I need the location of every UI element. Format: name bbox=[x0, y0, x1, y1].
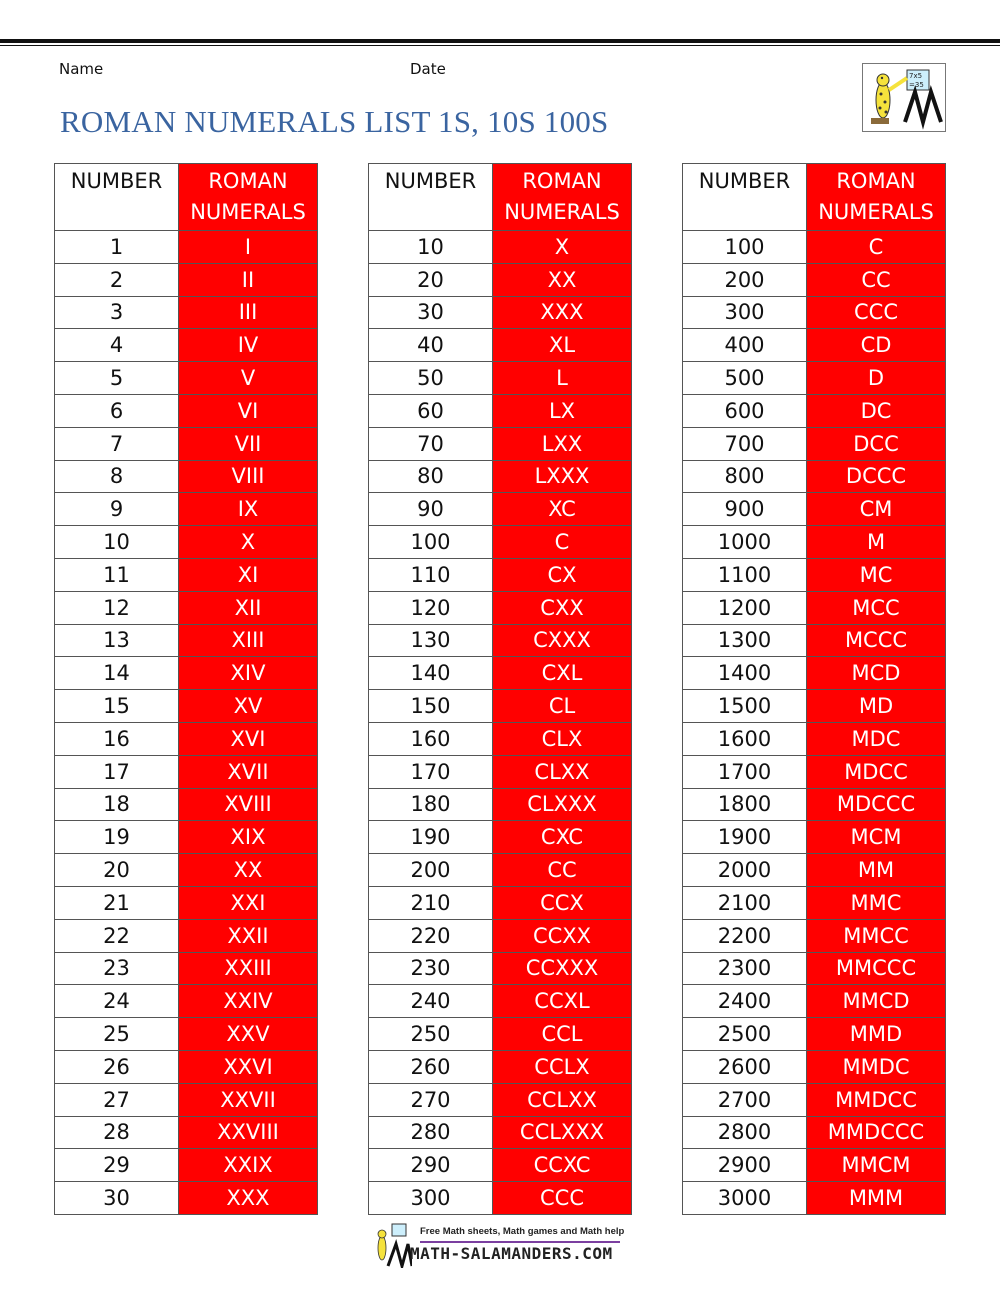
number-cell: 700 bbox=[683, 427, 807, 460]
roman-numeral-cell: L bbox=[493, 362, 632, 395]
number-cell: 2800 bbox=[683, 1116, 807, 1149]
header-roman: ROMAN NUMERALS bbox=[179, 164, 318, 231]
name-label: Name bbox=[59, 60, 104, 78]
roman-numeral-cell: I bbox=[179, 231, 318, 264]
table-row bbox=[683, 263, 946, 296]
roman-numeral-cell: XII bbox=[179, 591, 318, 624]
roman-numeral-cell: CCLXX bbox=[493, 1083, 632, 1116]
number-cell: 2300 bbox=[683, 952, 807, 985]
number-cell: 1600 bbox=[683, 722, 807, 755]
roman-numeral-cell: C bbox=[493, 526, 632, 559]
roman-numeral-cell: III bbox=[179, 296, 318, 329]
number-cell: 26 bbox=[55, 1050, 179, 1083]
table-row bbox=[55, 526, 318, 559]
number-cell: 260 bbox=[369, 1050, 493, 1083]
header-number: NUMBER bbox=[369, 164, 493, 231]
number-cell: 29 bbox=[55, 1149, 179, 1182]
table-row bbox=[683, 427, 946, 460]
table-row bbox=[683, 460, 946, 493]
table-row bbox=[683, 394, 946, 427]
table-row bbox=[683, 296, 946, 329]
number-cell: 11 bbox=[55, 558, 179, 591]
table-row bbox=[55, 558, 318, 591]
roman-table-100s bbox=[682, 163, 946, 1215]
table-row bbox=[55, 919, 318, 952]
footer-logo bbox=[370, 1222, 630, 1270]
number-cell: 25 bbox=[55, 1018, 179, 1051]
roman-numeral-cell: MC bbox=[807, 558, 946, 591]
table-row bbox=[369, 722, 632, 755]
number-cell: 6 bbox=[55, 394, 179, 427]
roman-numeral-cell: CCL bbox=[493, 1018, 632, 1051]
roman-numeral-cell: CCXC bbox=[493, 1149, 632, 1182]
table-row bbox=[369, 427, 632, 460]
table-row bbox=[683, 985, 946, 1018]
roman-numeral-cell: CX bbox=[493, 558, 632, 591]
roman-numeral-cell: XVIII bbox=[179, 788, 318, 821]
roman-numeral-cell: XVI bbox=[179, 722, 318, 755]
number-cell: 130 bbox=[369, 624, 493, 657]
roman-numeral-cell: XXVI bbox=[179, 1050, 318, 1083]
roman-numeral-cell: CCLX bbox=[493, 1050, 632, 1083]
roman-numeral-cell: CXXX bbox=[493, 624, 632, 657]
number-cell: 100 bbox=[369, 526, 493, 559]
table-row bbox=[683, 624, 946, 657]
table-row bbox=[683, 1050, 946, 1083]
roman-numeral-cell: XVII bbox=[179, 755, 318, 788]
roman-numeral-cell: XXVII bbox=[179, 1083, 318, 1116]
table-row bbox=[369, 1018, 632, 1051]
footer-tagline: Free Math sheets, Math games and Math help bbox=[420, 1226, 625, 1237]
number-cell: 120 bbox=[369, 591, 493, 624]
table-row bbox=[683, 952, 946, 985]
roman-numeral-cell: XIII bbox=[179, 624, 318, 657]
number-cell: 9 bbox=[55, 493, 179, 526]
table-row bbox=[369, 788, 632, 821]
table-row bbox=[369, 690, 632, 723]
roman-numeral-cell: CCC bbox=[807, 296, 946, 329]
roman-numeral-cell: MCD bbox=[807, 657, 946, 690]
number-cell: 12 bbox=[55, 591, 179, 624]
table-row bbox=[369, 624, 632, 657]
table-row bbox=[55, 1050, 318, 1083]
table-row bbox=[55, 788, 318, 821]
table-row bbox=[369, 1116, 632, 1149]
table-row bbox=[369, 493, 632, 526]
number-cell: 2100 bbox=[683, 886, 807, 919]
number-cell: 2000 bbox=[683, 854, 807, 887]
number-cell: 17 bbox=[55, 755, 179, 788]
number-cell: 110 bbox=[369, 558, 493, 591]
table-row bbox=[369, 755, 632, 788]
roman-numeral-cell: DCCC bbox=[807, 460, 946, 493]
roman-numeral-cell: MMCCC bbox=[807, 952, 946, 985]
table-row bbox=[683, 919, 946, 952]
roman-numeral-cell: CXL bbox=[493, 657, 632, 690]
table-row bbox=[683, 657, 946, 690]
number-cell: 70 bbox=[369, 427, 493, 460]
number-cell: 22 bbox=[55, 919, 179, 952]
table-body bbox=[369, 231, 632, 1215]
roman-numeral-cell: MMM bbox=[807, 1182, 946, 1215]
roman-numeral-cell: X bbox=[493, 231, 632, 264]
roman-numeral-cell: CLXX bbox=[493, 755, 632, 788]
number-cell: 1400 bbox=[683, 657, 807, 690]
number-cell: 140 bbox=[369, 657, 493, 690]
roman-numeral-cell: V bbox=[179, 362, 318, 395]
number-cell: 2 bbox=[55, 263, 179, 296]
table-row bbox=[683, 329, 946, 362]
roman-numeral-cell: XXII bbox=[179, 919, 318, 952]
table-row bbox=[55, 755, 318, 788]
number-cell: 60 bbox=[369, 394, 493, 427]
number-cell: 3 bbox=[55, 296, 179, 329]
roman-numeral-cell: LXXX bbox=[493, 460, 632, 493]
roman-numeral-cell: LXX bbox=[493, 427, 632, 460]
roman-numeral-cell: XXIX bbox=[179, 1149, 318, 1182]
number-cell: 300 bbox=[683, 296, 807, 329]
table-row bbox=[369, 821, 632, 854]
roman-numeral-cell: MMDCCC bbox=[807, 1116, 946, 1149]
roman-numeral-cell: MCC bbox=[807, 591, 946, 624]
table-row bbox=[369, 919, 632, 952]
roman-numeral-cell: XXX bbox=[493, 296, 632, 329]
roman-numeral-cell: VI bbox=[179, 394, 318, 427]
number-cell: 180 bbox=[369, 788, 493, 821]
number-cell: 19 bbox=[55, 821, 179, 854]
table-body bbox=[55, 231, 318, 1215]
number-cell: 90 bbox=[369, 493, 493, 526]
salamander-logo bbox=[862, 63, 946, 132]
roman-numeral-cell: DC bbox=[807, 394, 946, 427]
number-cell: 10 bbox=[369, 231, 493, 264]
number-cell: 40 bbox=[369, 329, 493, 362]
number-cell: 2900 bbox=[683, 1149, 807, 1182]
table-body bbox=[683, 231, 946, 1215]
roman-numeral-cell: MMCC bbox=[807, 919, 946, 952]
number-cell: 30 bbox=[369, 296, 493, 329]
table-row bbox=[55, 329, 318, 362]
table-row bbox=[369, 362, 632, 395]
roman-numeral-cell: II bbox=[179, 263, 318, 296]
number-cell: 27 bbox=[55, 1083, 179, 1116]
table-row bbox=[683, 493, 946, 526]
table-row bbox=[369, 591, 632, 624]
number-cell: 7 bbox=[55, 427, 179, 460]
table-row bbox=[55, 231, 318, 264]
table-row bbox=[683, 558, 946, 591]
table-row bbox=[683, 755, 946, 788]
table-row bbox=[55, 722, 318, 755]
number-cell: 1000 bbox=[683, 526, 807, 559]
table-row bbox=[369, 231, 632, 264]
number-cell: 18 bbox=[55, 788, 179, 821]
roman-numeral-cell: XXIII bbox=[179, 952, 318, 985]
roman-numeral-cell: MDCCC bbox=[807, 788, 946, 821]
table-row bbox=[369, 952, 632, 985]
table-row bbox=[55, 985, 318, 1018]
roman-numeral-cell: CC bbox=[493, 854, 632, 887]
roman-numeral-cell: CL bbox=[493, 690, 632, 723]
footer-site-name: MATH-SALAMANDERS.COM bbox=[410, 1244, 613, 1263]
table-row bbox=[55, 1182, 318, 1215]
table-header-row bbox=[55, 164, 318, 231]
number-cell: 20 bbox=[55, 854, 179, 887]
number-cell: 210 bbox=[369, 886, 493, 919]
table-row bbox=[55, 362, 318, 395]
roman-table-10s bbox=[368, 163, 632, 1215]
table-row bbox=[683, 526, 946, 559]
roman-numeral-cell: CCXL bbox=[493, 985, 632, 1018]
table-row bbox=[55, 690, 318, 723]
roman-numeral-cell: CLX bbox=[493, 722, 632, 755]
roman-numeral-cell: MMC bbox=[807, 886, 946, 919]
number-cell: 190 bbox=[369, 821, 493, 854]
roman-numeral-cell: MMD bbox=[807, 1018, 946, 1051]
table-row bbox=[369, 558, 632, 591]
number-cell: 400 bbox=[683, 329, 807, 362]
number-cell: 2700 bbox=[683, 1083, 807, 1116]
table-row bbox=[369, 460, 632, 493]
roman-numeral-cell: MM bbox=[807, 854, 946, 887]
roman-numeral-cell: XXVIII bbox=[179, 1116, 318, 1149]
table-row bbox=[683, 854, 946, 887]
roman-table-1s bbox=[54, 163, 318, 1215]
roman-numeral-cell: VIII bbox=[179, 460, 318, 493]
roman-numeral-cell: LX bbox=[493, 394, 632, 427]
header-number: NUMBER bbox=[55, 164, 179, 231]
number-cell: 280 bbox=[369, 1116, 493, 1149]
roman-numeral-cell: CCXX bbox=[493, 919, 632, 952]
number-cell: 10 bbox=[55, 526, 179, 559]
number-cell: 8 bbox=[55, 460, 179, 493]
table-row bbox=[369, 854, 632, 887]
roman-numeral-cell: CCLXXX bbox=[493, 1116, 632, 1149]
number-cell: 4 bbox=[55, 329, 179, 362]
roman-numeral-cell: CD bbox=[807, 329, 946, 362]
header-roman: ROMAN NUMERALS bbox=[493, 164, 632, 231]
number-cell: 1800 bbox=[683, 788, 807, 821]
table-row bbox=[369, 296, 632, 329]
number-cell: 23 bbox=[55, 952, 179, 985]
table-row bbox=[369, 263, 632, 296]
roman-numeral-cell: CLXXX bbox=[493, 788, 632, 821]
number-cell: 270 bbox=[369, 1083, 493, 1116]
roman-numeral-cell: XI bbox=[179, 558, 318, 591]
table-row bbox=[683, 690, 946, 723]
number-cell: 900 bbox=[683, 493, 807, 526]
table-row bbox=[55, 427, 318, 460]
table-row bbox=[55, 1083, 318, 1116]
roman-numeral-cell: X bbox=[179, 526, 318, 559]
roman-numeral-cell: XXV bbox=[179, 1018, 318, 1051]
roman-numeral-cell: IV bbox=[179, 329, 318, 362]
table-row bbox=[683, 1182, 946, 1215]
number-cell: 100 bbox=[683, 231, 807, 264]
number-cell: 2200 bbox=[683, 919, 807, 952]
roman-numeral-cell: XXIV bbox=[179, 985, 318, 1018]
roman-numeral-cell: MDC bbox=[807, 722, 946, 755]
number-cell: 220 bbox=[369, 919, 493, 952]
table-row bbox=[683, 1018, 946, 1051]
roman-numeral-cell: CCX bbox=[493, 886, 632, 919]
number-cell: 1 bbox=[55, 231, 179, 264]
table-row bbox=[55, 263, 318, 296]
table-row bbox=[683, 591, 946, 624]
roman-numeral-cell: XIX bbox=[179, 821, 318, 854]
table-header-row bbox=[369, 164, 632, 231]
table-row bbox=[369, 329, 632, 362]
table-row bbox=[55, 493, 318, 526]
number-cell: 24 bbox=[55, 985, 179, 1018]
roman-numeral-cell: MCM bbox=[807, 821, 946, 854]
table-header-row bbox=[683, 164, 946, 231]
table-row bbox=[55, 952, 318, 985]
number-cell: 2600 bbox=[683, 1050, 807, 1083]
roman-numeral-cell: DCC bbox=[807, 427, 946, 460]
table-row bbox=[369, 1149, 632, 1182]
number-cell: 2500 bbox=[683, 1018, 807, 1051]
table-row bbox=[55, 296, 318, 329]
table-row bbox=[369, 1182, 632, 1215]
number-cell: 30 bbox=[55, 1182, 179, 1215]
date-label: Date bbox=[410, 60, 446, 78]
top-rule-thick bbox=[0, 39, 1000, 43]
table-row bbox=[369, 1050, 632, 1083]
number-cell: 150 bbox=[369, 690, 493, 723]
number-cell: 200 bbox=[683, 263, 807, 296]
table-row bbox=[369, 394, 632, 427]
salamander-teacher-icon bbox=[863, 64, 945, 131]
roman-numeral-cell: XXX bbox=[179, 1182, 318, 1215]
roman-numeral-cell: C bbox=[807, 231, 946, 264]
number-cell: 600 bbox=[683, 394, 807, 427]
number-cell: 290 bbox=[369, 1149, 493, 1182]
number-cell: 500 bbox=[683, 362, 807, 395]
number-cell: 50 bbox=[369, 362, 493, 395]
table-row bbox=[55, 657, 318, 690]
table-row bbox=[55, 624, 318, 657]
roman-numeral-cell: XX bbox=[179, 854, 318, 887]
salamander-footer-icon bbox=[372, 1222, 412, 1268]
roman-numeral-cell: XV bbox=[179, 690, 318, 723]
roman-numeral-cell: XIV bbox=[179, 657, 318, 690]
table-row bbox=[55, 460, 318, 493]
table-row bbox=[683, 886, 946, 919]
roman-numeral-cell: MD bbox=[807, 690, 946, 723]
roman-numeral-cell: CC bbox=[807, 263, 946, 296]
header-number: NUMBER bbox=[683, 164, 807, 231]
number-cell: 13 bbox=[55, 624, 179, 657]
number-cell: 14 bbox=[55, 657, 179, 690]
svg-text:7x5: 7x5 bbox=[909, 72, 923, 80]
number-cell: 1700 bbox=[683, 755, 807, 788]
number-cell: 1100 bbox=[683, 558, 807, 591]
roman-numeral-cell: MCCC bbox=[807, 624, 946, 657]
table-row bbox=[683, 1116, 946, 1149]
roman-numeral-cell: CXC bbox=[493, 821, 632, 854]
roman-numeral-cell: CCC bbox=[493, 1182, 632, 1215]
table-row bbox=[55, 854, 318, 887]
roman-numeral-cell: MMCD bbox=[807, 985, 946, 1018]
number-cell: 16 bbox=[55, 722, 179, 755]
number-cell: 240 bbox=[369, 985, 493, 1018]
roman-numeral-cell: MMDCC bbox=[807, 1083, 946, 1116]
number-cell: 1300 bbox=[683, 624, 807, 657]
number-cell: 1900 bbox=[683, 821, 807, 854]
roman-numeral-cell: XXI bbox=[179, 886, 318, 919]
table-row bbox=[55, 591, 318, 624]
number-cell: 2400 bbox=[683, 985, 807, 1018]
number-cell: 160 bbox=[369, 722, 493, 755]
roman-numeral-cell: CCXXX bbox=[493, 952, 632, 985]
table-row bbox=[55, 886, 318, 919]
table-row bbox=[683, 722, 946, 755]
footer-divider bbox=[420, 1241, 620, 1243]
number-cell: 1200 bbox=[683, 591, 807, 624]
number-cell: 250 bbox=[369, 1018, 493, 1051]
table-row bbox=[683, 821, 946, 854]
table-row bbox=[55, 1116, 318, 1149]
table-row bbox=[55, 821, 318, 854]
roman-numeral-cell: XX bbox=[493, 263, 632, 296]
top-rule-thin bbox=[0, 45, 1000, 46]
roman-numeral-cell: MDCC bbox=[807, 755, 946, 788]
table-row bbox=[369, 886, 632, 919]
number-cell: 28 bbox=[55, 1116, 179, 1149]
roman-numeral-cell: VII bbox=[179, 427, 318, 460]
roman-numeral-cell: CM bbox=[807, 493, 946, 526]
number-cell: 20 bbox=[369, 263, 493, 296]
number-cell: 80 bbox=[369, 460, 493, 493]
table-row bbox=[55, 394, 318, 427]
number-cell: 230 bbox=[369, 952, 493, 985]
table-row bbox=[683, 362, 946, 395]
number-cell: 5 bbox=[55, 362, 179, 395]
number-cell: 170 bbox=[369, 755, 493, 788]
number-cell: 3000 bbox=[683, 1182, 807, 1215]
number-cell: 21 bbox=[55, 886, 179, 919]
table-row bbox=[55, 1018, 318, 1051]
number-cell: 300 bbox=[369, 1182, 493, 1215]
table-row bbox=[683, 1149, 946, 1182]
roman-numeral-cell: CXX bbox=[493, 591, 632, 624]
number-cell: 1500 bbox=[683, 690, 807, 723]
table-row bbox=[369, 985, 632, 1018]
svg-text:=35: =35 bbox=[909, 81, 924, 89]
roman-numeral-cell: MMCM bbox=[807, 1149, 946, 1182]
roman-numeral-cell: M bbox=[807, 526, 946, 559]
roman-numeral-cell: D bbox=[807, 362, 946, 395]
table-row bbox=[369, 1083, 632, 1116]
table-row bbox=[369, 657, 632, 690]
roman-numeral-cell: XL bbox=[493, 329, 632, 362]
table-row bbox=[683, 788, 946, 821]
roman-numeral-cell: IX bbox=[179, 493, 318, 526]
table-row bbox=[55, 1149, 318, 1182]
number-cell: 15 bbox=[55, 690, 179, 723]
number-cell: 200 bbox=[369, 854, 493, 887]
table-row bbox=[369, 526, 632, 559]
header-roman: ROMAN NUMERALS bbox=[807, 164, 946, 231]
table-row bbox=[683, 231, 946, 264]
number-cell: 800 bbox=[683, 460, 807, 493]
roman-numeral-cell: XC bbox=[493, 493, 632, 526]
page-title: ROMAN NUMERALS LIST 1S, 10S 100S bbox=[60, 104, 609, 139]
roman-numeral-cell: MMDC bbox=[807, 1050, 946, 1083]
table-row bbox=[683, 1083, 946, 1116]
